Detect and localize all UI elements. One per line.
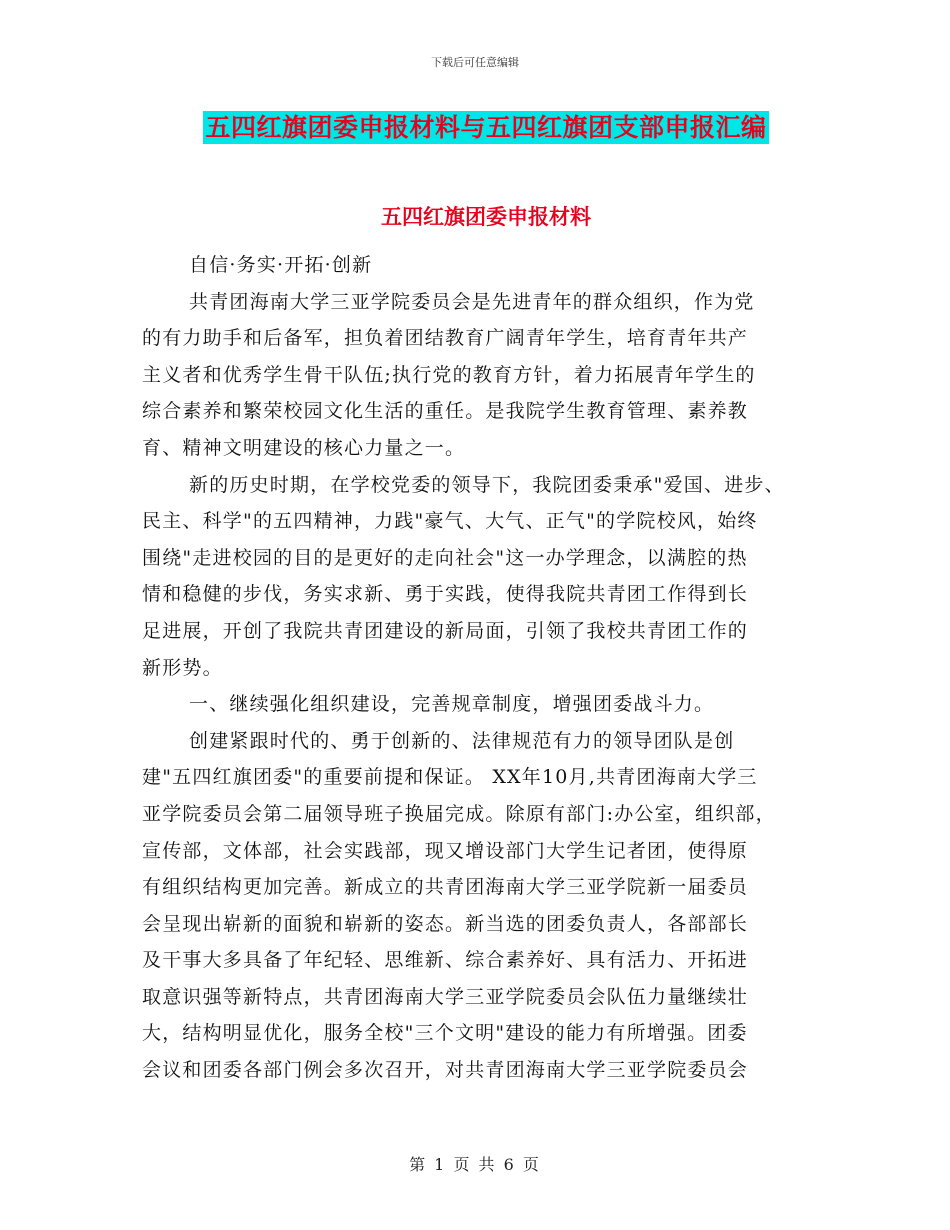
body-line: 育、精神文明建设的核心力量之一。 [142, 436, 466, 459]
body-line: 创建紧跟时代的、勇于创新的、法律规范有力的领导团队是创 [189, 729, 735, 752]
body-line: 足进展，开创了我院共青团建设的新局面，引领了我校共青团工作的 [142, 619, 749, 642]
main-title: 五四红旗团委申报材料与五四红旗团支部申报汇编 [205, 113, 767, 142]
body-line: 自信·务实·开拓·创新 [189, 254, 373, 276]
body-line: 亚学院委员会第二届领导班子换届完成。除原有部门:办公室，组织部， [142, 802, 776, 825]
page-footer: 第 1 页 共 6 页 [409, 1155, 541, 1174]
body-line: 及干事大多具备了年纪轻、思维新、综合素养好、具有活力、开拓进 [142, 949, 749, 972]
body-line: 大，结构明显优化，服务全校"三个文明"建设的能力有所增强。团委 [142, 1022, 748, 1045]
body-line: 主义者和优秀学生骨干队伍;执行党的教育方针，着力拓展青年学生的 [142, 363, 756, 386]
body-line: 共青团海南大学三亚学院委员会是先进青年的群众组织，作为党 [189, 290, 755, 313]
body-line: 民主、科学"的五四精神，力践"豪气、大气、正气"的学院校风，始终 [142, 510, 758, 533]
body-line: 宣传部，文体部，社会实践部，现又增设部门大学生记者团，使得原 [142, 839, 749, 862]
section-title: 五四红旗团委申报材料 [381, 205, 591, 229]
page-header-note: 下载后可任意编辑 [431, 56, 519, 69]
body-line: 会呈现出崭新的面貌和崭新的姿态。新当选的团委负责人，各部部长 [142, 912, 749, 935]
body-line: 新形势。 [142, 656, 223, 679]
body-line: 建"五四红旗团委"的重要前提和保证。 XX年10月,共青团海南大学三 [142, 766, 758, 789]
body-line: 的有力助手和后备军，担负着团结教育广阔青年学生，培育青年共产 [142, 327, 749, 350]
body-line: 新的历史时期，在学校党委的领导下，我院团委秉承"爱国、进步、 [189, 473, 785, 496]
body-line: 围绕"走进校园的目的是更好的走向社会"这一办学理念，以满腔的热 [142, 546, 748, 569]
body-line: 会议和团委各部门例会多次召开，对共青团海南大学三亚学院委员会 [142, 1059, 749, 1082]
body-line: 综合素养和繁荣校园文化生活的重任。是我院学生教育管理、素养教 [142, 400, 749, 423]
body-text [142, 247, 822, 1089]
main-title-container [0, 111, 950, 144]
body-line: 取意识强等新特点，共青团海南大学三亚学院委员会队伍力量继续壮 [142, 985, 749, 1008]
body-line: 有组织结构更加完善。新成立的共青团海南大学三亚学院新一届委员 [142, 876, 749, 899]
body-line: 情和稳健的步伐，务实求新、勇于实践，使得我院共青团工作得到长 [142, 583, 749, 606]
body-line: 一、继续强化组织建设，完善规章制度，增强团委战斗力。 [189, 693, 715, 716]
